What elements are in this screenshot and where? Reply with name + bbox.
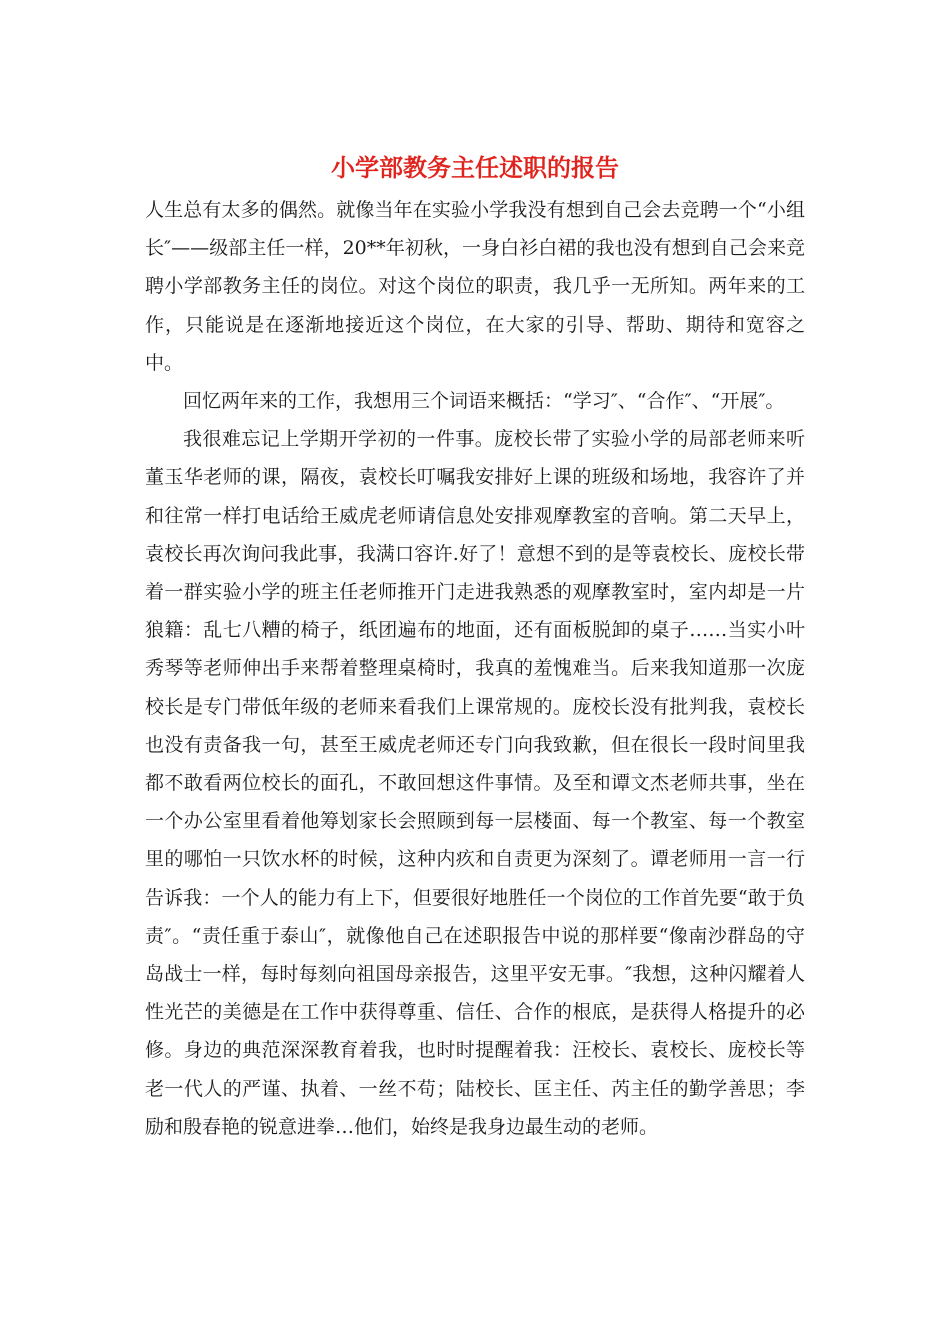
paragraph-intro: 人生总有太多的偶然。就像当年在实验小学我没有想到自己会去竞聘一个“小组长″——级部主任一样，20**年初秋，一身白衫白裙的我也没有想到自己会来竞聘小学部教务主任的岗位。对这个岗位的职责，我几乎一无所知。两年来的工作，只能说是在逐渐地接近这个岗位，在大家的引导、帮助、期待和宽容之中。 [145, 199, 805, 374]
paragraph-story: 我很难忘记上学期开学初的一件事。庞校长带了实验小学的局部老师来听董玉华老师的课，隔夜，袁校长叮嘱我安排好上课的班级和场地，我容许了并和往常一样打电话给王威虎老师请信息处安排观摩教室的音响。第二天早上，袁校长再次询问我此事，我满口容许.好了！意想不到的是等袁校长、庞校长带着一群实验小学的班主任老师推开门走进我熟悉的观摩教室时，室内却是一片狼籍：乱七八糟的椅子，纸团遍布的地面，还有面板脱卸的桌子……当实小叶秀琴等老师伸出手来帮着整理桌椅时，我真的羞愧难当。后来我知道那一次庞校长是专门带低年级的老师来看我们上课常规的。庞校长没有批判我，袁校长也没有责备我一句，甚至王威虎老师还专门向我致歉，但在很长一段时间里我都不敢看两位校长的面孔，不敢回想这件事情。及至和谭文杰老师共事，坐在一个办公室里看着他筹划家长会照顾到每一层楼面、每一个教室、每一个教室里的哪怕一只饮水杯的时候，这种内疚和自责更为深刻了。谭老师用一言一行告诉我：一个人的能力有上下，但要很好地胜任一个岗位的工作首先要“敢于负责″。“责任重于泰山″，就像他自己在述职报告中说的那样要“像南沙群岛的守岛战士一样，每时每刻向祖国母亲报告，这里平安无事。″我想，这种闪耀着人性光芒的美德是在工作中获得尊重、信任、合作的根底，是获得人格提升的必修。身边的典范深深教育着我，也时时提醒着我：汪校长、袁校长、庞校长等老一代人的严谨、执着、一丝不苟；陆校长、匡主任、芮主任的勤学善思；李励和殷春艳的锐意进拳…他们，始终是我身边最生动的老师。 [145, 428, 805, 1138]
document-body [145, 191, 805, 1146]
paragraph-summary: 回忆两年来的工作，我想用三个词语来概括：“学习″、“合作″、“开展″。 [183, 390, 785, 413]
document-title: 小学部教务主任述职的报告 [331, 153, 619, 182]
